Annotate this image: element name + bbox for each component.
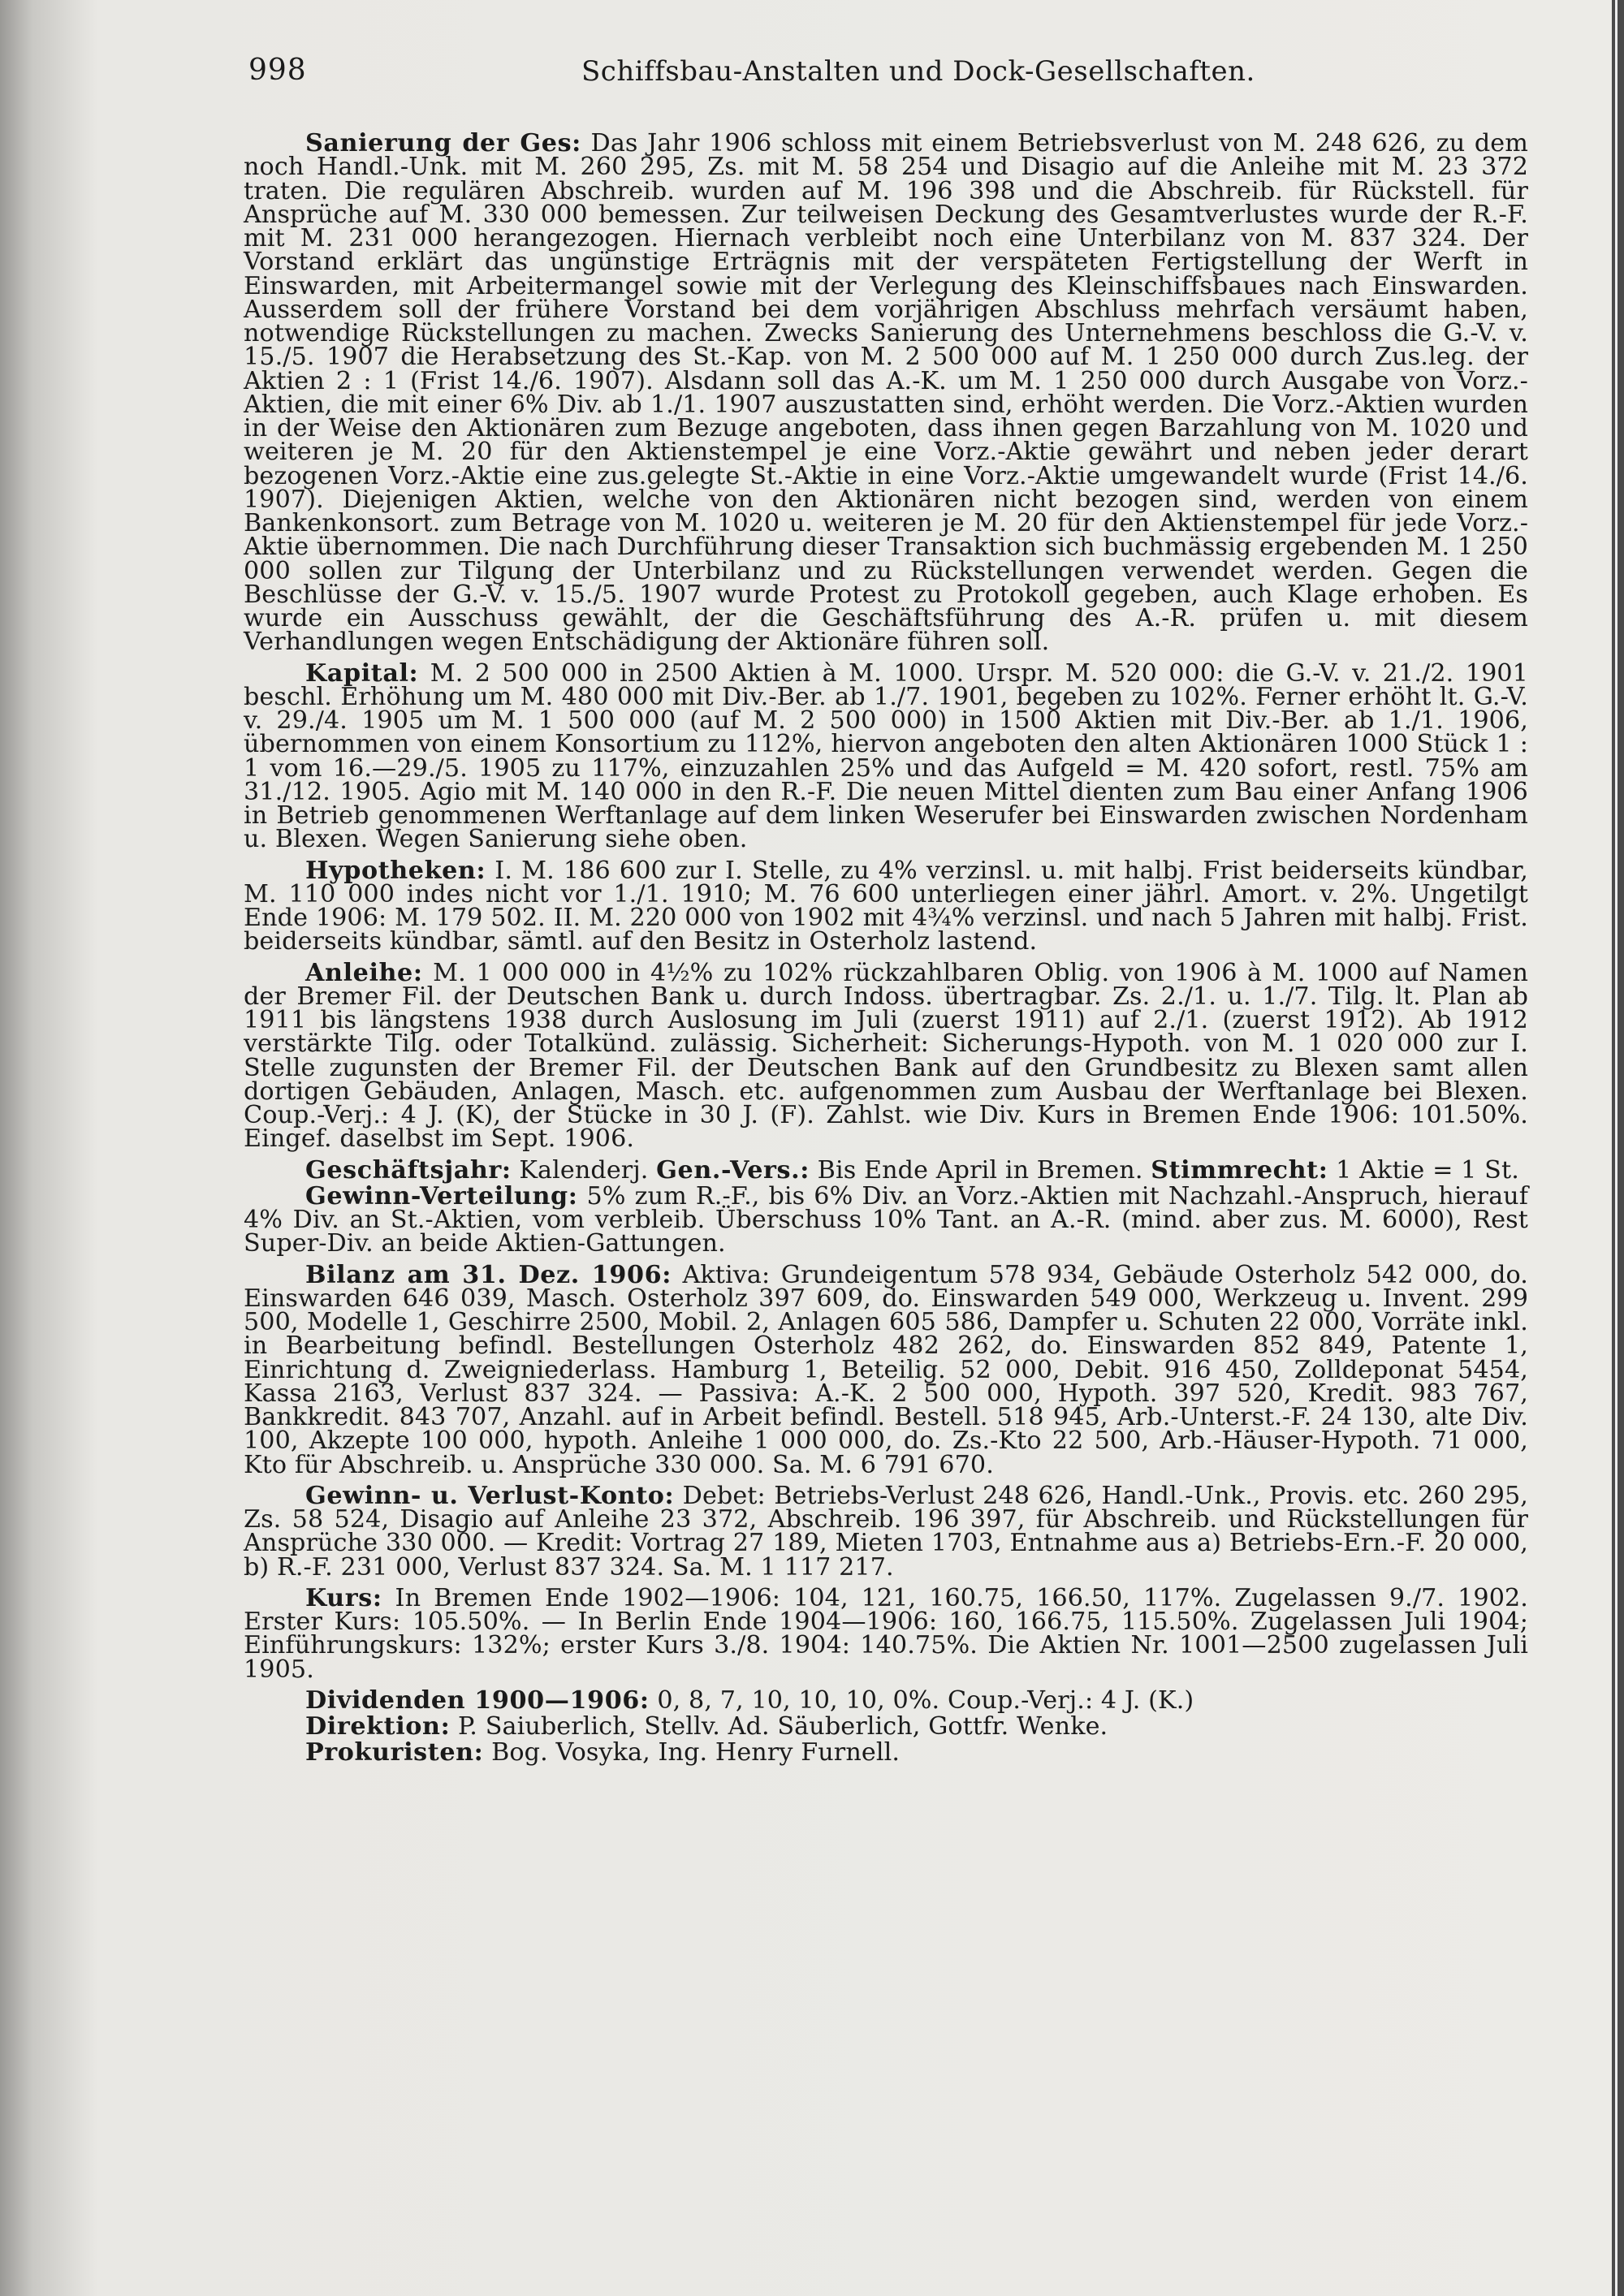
section-geschaeftsjahr: [244, 1155, 1528, 1185]
section-label: Kapital:: [305, 658, 419, 688]
section-text: Debet: Betriebs-Verlust 248 626, Handl.-Unk., Provis. etc. 260 295, Zs. 58 524, Disagio auf Anleihe 23 372, Abschreib. 196 397, für Abschreib. und Rückstellungen für Ansprüche 330 000. — Kredit: Vortrag 27 189, Mieten 1703, Entnahme aus a) Betriebs-Ern.-F. 20 000, b) R.-F. 231 000, Verlust 837 324. Sa. M. 1 117 217.: [244, 1481, 1528, 1582]
section-label: Gewinn-Verteilung:: [305, 1181, 578, 1211]
running-title: Schiffsbau-Anstalten und Dock-Gesellschaften.: [581, 55, 1255, 88]
section-sanierung: [244, 129, 1528, 657]
section-gewinn-verlust-konto: [244, 1481, 1528, 1582]
section-label: Anleihe:: [305, 958, 423, 987]
section-direktion: [244, 1712, 1528, 1741]
section-label: Kurs:: [305, 1583, 382, 1612]
section-kapital: [244, 658, 1528, 854]
section-text: Aktiva: Grundeigentum 578 934, Gebäude Osterholz 542 000, do. Einswarden 646 039, Masch. Osterholz 397 609, do. Einswarden 549 000, Werkzeug u. Invent. 299 500, Modelle 1, Geschirre 2500, Mobil. 2, Anlagen 605 586, Dampfer u. Schuten 22 000, Vorräte inkl. in Bearbeitung befindl. Bestellungen Osterholz 482 262, do. Einswarden 852 849, Patente 1, Einrichtung d. Zweigniederlass. Hamburg 1, Beteilig. 52 000, Debit. 916 450, Zolldeponat 5454, Kassa 2163, Verlust 837 324. — Passiva: A.-K. 2 500 000, Hypoth. 397 520, Kredit. 983 767, Bankkredit. 843 707, Anzahl. auf in Arbeit befindl. Bestell. 518 945, Arb.-Unterst.-F. 24 130, alte Div. 100, Akzepte 100 000, hypoth. Anleihe 1 000 000, do. Zs.-Kto 22 500, Arb.-Häuser-Hypoth. 71 000, Kto für Abschreib. u. Ansprüche 330 000. Sa. M. 6 791 670.: [244, 1260, 1528, 1479]
section-label: Dividenden 1900—1906:: [305, 1685, 650, 1715]
section-gewinn-verteilung: [244, 1181, 1528, 1258]
section-label: Prokuristen:: [305, 1738, 484, 1767]
section-text: I. M. 186 600 zur I. Stelle, zu 4% verzinsl. u. mit halbj. Frist beiderseits kündbar, M. 110 000 indes nicht vor 1./1. 1910; M. 76 600 unterliegen einer jährl. Amort. v. 2%. Ungetilgt Ende 1906: M. 179 502. II. M. 220 000 von 1902 mit 4¾% verzinsl. und nach 5 Jahren mit halbj. Frist. beiderseits kündbar, sämtl. auf den Besitz in Osterholz lastend.: [244, 856, 1528, 956]
section-label: Direktion:: [305, 1712, 451, 1741]
section-text: M. 2 500 000 in 2500 Aktien à M. 1000. Urspr. M. 520 000: die G.-V. v. 21./2. 1901 beschl. Erhöhung um M. 480 000 mit Div.-Ber. ab 1./7. 1901, begeben zu 102%. Ferner erhöht lt. G.-V. v. 29./4. 1905 um M. 1 500 000 (auf M. 2 500 000) in 1500 Aktien mit Div.-Ber. ab 1./1. 1906, übernommen von einem Konsortium zu 112%, hiervon angeboten den alten Aktionären 1000 Stück 1 : 1 vom 16.—29./5. 1905 zu 117%, einzuzahlen 25% und das Aufgeld = M. 420 sofort, restl. 75% am 31./12. 1905. Agio mit M. 140 000 in den R.-F. Die neuen Mittel dienten zum Bau einer Anfang 1906 in Betrieb genommenen Werftanlage auf dem linken Weserufer bei Einswarden zwischen Nordenham u. Blexen. Wegen Sanierung siehe oben.: [244, 658, 1528, 854]
section-bilanz: [244, 1260, 1528, 1479]
section-prokuristen: [244, 1738, 1528, 1767]
section-text: 0, 8, 7, 10, 10, 10, 0%. Coup.-Verj.: 4 J. (K.): [649, 1685, 1194, 1715]
section-text: In Bremen Ende 1902—1906: 104, 121, 160.75, 166.50, 117%. Zugelassen 9./7. 1902. Erster Kurs: 105.50%. — In Berlin Ende 1904—1906: 160, 166.75, 115.50%. Zugelassen Juli 1904; Einführungskurs: 132%; erster Kurs 3./8. 1904: 140.75%. Die Aktien Nr. 1001—2500 zugelassen Juli 1905.: [244, 1583, 1528, 1684]
section-anleihe: [244, 958, 1528, 1154]
section-label: Sanierung der Ges:: [305, 129, 581, 158]
section-label-gen-vers: Gen.-Vers.:: [656, 1155, 810, 1185]
page-number: 998: [248, 54, 307, 87]
section-text: Das Jahr 1906 schloss mit einem Betriebsverlust von M. 248 626, zu dem noch Handl.-Unk. mit M. 260 295, Zs. mit M. 58 254 und Disagio auf die Anleihe mit M. 23 372 traten. Die regulären Abschreib. wurden auf M. 196 398 und die Abschreib. für Rückstell. für Ansprüche auf M. 330 000 bemessen. Zur teilweisen Deckung des Gesamtverlustes wurde der R.-F. mit M. 231 000 herangezogen. Hiernach verbleibt noch eine Unterbilanz von M. 837 324. Der Vorstand erklärt das ungünstige Erträgnis mit der verspäteten Fertigstellung der Werft in Einswarden, mit Arbeitermangel sowie mit der Verlegung des Kleinschiffsbaues nach Einswarden. Ausserdem soll der frühere Vorstand bei dem vorjährigen Abschluss mehrfach versäumt haben, notwendige Rückstellungen zu machen. Zwecks Sanierung des Unternehmens beschloss die G.-V. v. 15./5. 1907 die Herabsetzung des St.-Kap. von M. 2 500 000 auf M. 1 250 000 durch Zus.leg. der Aktien 2 : 1 (Frist 14./6. 1907). Alsdann soll das A.-K. um M. 1 250 000 durch Ausgabe von Vorz.-Aktien, die mit einer 6% Div. ab 1./1. 1907 auszustatten sind, erhöht werden. Die Vorz.-Aktien wurden in der Weise den Aktionären zum Bezuge angeboten, dass ihnen gegen Barzahlung von M. 1020 und weiteren je M. 20 für den Aktienstempel je eine Vorz.-Aktie gewährt und neben jeder derart bezogenen Vorz.-Aktie eine zus.gelegte St.-Aktie in eine Vorz.-Aktie umgewandelt wurde (Frist 14./6. 1907). Diejenigen Aktien, welche von den Aktionären nicht bezogen sind, werden von einem Bankenkonsort. zum Betrage von M. 1020 u. weiteren je M. 20 für den Aktienstempel für jede Vorz.-Aktie übernommen. Die nach Durchführung dieser Transaktion sich buchmässig ergebenden M. 1 250 000 sollen zur Tilgung der Unterbilanz und zu Rückstellungen verwendet werden. Gegen die Beschlüsse der G.-V. v. 15./5. 1907 wurde Protest zu Protokoll gegeben, auch Klage erhoben. Es wurde ein Ausschuss gewählt, der die Geschäftsführung des A.-R. prüfen u. mit diesem Verhandlungen wegen Entschädigung der Aktionäre führen soll.: [244, 129, 1528, 657]
book-page-edge: [1612, 0, 1624, 2296]
section-text-stimmrecht: 1 Aktie = 1 St.: [1328, 1155, 1519, 1185]
section-text: 5% zum R.-F., bis 6% Div. an Vorz.-Aktien mit Nachzahl.-Anspruch, hierauf 4% Div. an St.-Aktien, vom verbleib. Überschuss 10% Tant. an A.-R. (mind. aber zus. M. 6000), Rest Super-Div. an beide Aktien-Gattungen.: [244, 1181, 1528, 1258]
section-text: M. 1 000 000 in 4½% zu 102% rückzahlbaren Oblig. von 1906 à M. 1000 auf Namen der Bremer Fil. der Deutschen Bank u. durch Indoss. übertragbar. Zs. 2./1. u. 1./7. Tilg. lt. Plan ab 1911 bis längstens 1938 durch Auslosung im Juli (zuerst 1911) auf 2./1. (zuerst 1912). Ab 1912 verstärkte Tilg. oder Totalkünd. zulässig. Sicherheit: Sicherungs-Hypoth. von M. 1 020 000 zur I. Stelle zugunsten der Bremer Fil. der Deutschen Bank auf den Grundbesitz zu Blexen samt allen dortigen Gebäuden, Anlagen, Masch. etc. aufgenommen zum Ausbau der Werftanlage bei Blexen. Coup.-Verj.: 4 J. (K), der Stücke in 30 J. (F). Zahlst. wie Div. Kurs in Bremen Ende 1906: 101.50%. Eingef. daselbst im Sept. 1906.: [244, 958, 1528, 1154]
page-header: [248, 54, 1523, 94]
section-hypotheken: [244, 856, 1528, 956]
section-text: P. Saiuberlich, Stellv. Ad. Säuberlich, Gottfr. Wenke.: [450, 1712, 1108, 1741]
section-kurs: [244, 1583, 1528, 1684]
section-label: Gewinn- u. Verlust-Konto:: [305, 1481, 675, 1510]
section-text-gen-vers: Bis Ende April in Bremen.: [809, 1155, 1151, 1185]
section-text: Bog. Vosyka, Ing. Henry Furnell.: [483, 1738, 901, 1767]
section-label: Geschäftsjahr:: [305, 1155, 512, 1185]
section-label: Bilanz am 31. Dez. 1906:: [305, 1260, 672, 1289]
page-body: [244, 129, 1528, 1767]
section-dividenden: [244, 1685, 1528, 1715]
section-text: Kalenderj.: [511, 1155, 657, 1185]
section-label: Hypotheken:: [305, 856, 486, 885]
section-label-stimmrecht: Stimmrecht:: [1151, 1155, 1328, 1185]
